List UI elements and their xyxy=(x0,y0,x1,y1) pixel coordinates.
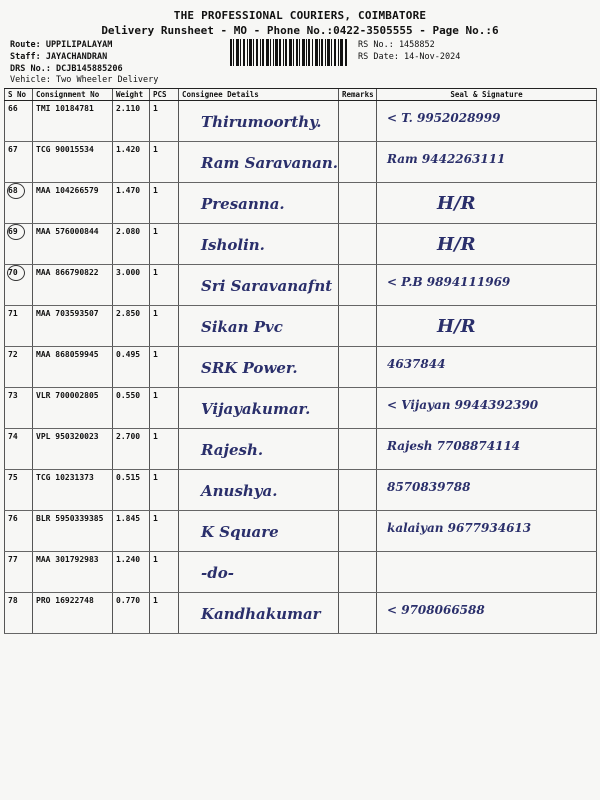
row-sno-value: 69 xyxy=(8,227,18,236)
row-sno-value: 73 xyxy=(8,391,18,400)
row-signature xyxy=(377,593,597,634)
row-remarks xyxy=(339,306,377,347)
row-signature xyxy=(377,183,597,224)
row-sno xyxy=(5,347,33,388)
row-consignment-no: MAA 576000844 xyxy=(33,224,113,265)
pen-circle-mark xyxy=(7,224,25,240)
signature-handwritten: H/R xyxy=(437,316,476,337)
row-weight: 0.495 xyxy=(113,347,150,388)
row-weight: 0.515 xyxy=(113,470,150,511)
col-header-consignee: Consignee Details xyxy=(179,89,339,101)
consignee-name: Rajesh. xyxy=(201,441,264,459)
col-header-sno: S No xyxy=(5,89,33,101)
row-weight: 2.080 xyxy=(113,224,150,265)
row-sno xyxy=(5,183,33,224)
row-consignee-handwritten xyxy=(179,224,339,265)
row-consignee-handwritten xyxy=(179,470,339,511)
row-consignee-handwritten xyxy=(179,593,339,634)
row-consignment-no: TMI 10184781 xyxy=(33,101,113,142)
row-remarks xyxy=(339,183,377,224)
row-weight: 0.550 xyxy=(113,388,150,429)
row-sno xyxy=(5,224,33,265)
row-signature xyxy=(377,142,597,183)
consignee-name: K Square xyxy=(201,523,279,541)
signature-handwritten: 8570839788 xyxy=(387,480,471,494)
table-row xyxy=(5,388,597,429)
row-weight: 0.770 xyxy=(113,593,150,634)
row-weight: 2.850 xyxy=(113,306,150,347)
table-header-row xyxy=(5,89,597,101)
row-signature xyxy=(377,511,597,552)
row-remarks xyxy=(339,265,377,306)
row-pcs: 1 xyxy=(150,552,179,593)
table-row xyxy=(5,511,597,552)
col-header-pcs: PCS xyxy=(150,89,179,101)
signature-handwritten: H/R xyxy=(437,193,476,214)
consignee-name: -do- xyxy=(201,564,234,582)
row-consignment-no: MAA 703593507 xyxy=(33,306,113,347)
rs-number: RS No.: 1458852 xyxy=(358,40,435,50)
consignee-name: Vijayakumar. xyxy=(201,400,311,418)
row-remarks xyxy=(339,511,377,552)
barcode-image xyxy=(230,39,348,66)
row-pcs: 1 xyxy=(150,142,179,183)
row-remarks xyxy=(339,593,377,634)
row-sno-value: 77 xyxy=(8,555,18,564)
row-sno xyxy=(5,265,33,306)
table-row xyxy=(5,470,597,511)
consignee-name: Ram Saravanan. xyxy=(201,154,338,172)
row-pcs: 1 xyxy=(150,593,179,634)
row-sno-value: 71 xyxy=(8,309,18,318)
consignee-name: Kandhakumar xyxy=(201,605,321,623)
row-weight: 2.110 xyxy=(113,101,150,142)
table-row xyxy=(5,429,597,470)
runsheet-table xyxy=(4,88,597,634)
row-consignment-no: PRO 16922748 xyxy=(33,593,113,634)
row-pcs: 1 xyxy=(150,224,179,265)
row-remarks xyxy=(339,347,377,388)
row-pcs: 1 xyxy=(150,265,179,306)
consignee-name: Sri Saravanafnt xyxy=(201,277,333,295)
signature-handwritten: Rajesh 7708874114 xyxy=(387,439,521,453)
row-signature xyxy=(377,347,597,388)
table-row xyxy=(5,183,597,224)
row-signature xyxy=(377,265,597,306)
route-label: Route: UPPILIPALAYAM xyxy=(10,40,113,50)
row-consignee-handwritten xyxy=(179,142,339,183)
consignee-name: Anushya. xyxy=(201,482,278,500)
signature-handwritten: 4637844 xyxy=(387,357,446,371)
row-sno xyxy=(5,470,33,511)
row-consignment-no: TCG 90015534 xyxy=(33,142,113,183)
row-sno-value: 74 xyxy=(8,432,18,441)
row-signature xyxy=(377,470,597,511)
row-consignee-handwritten xyxy=(179,429,339,470)
row-weight: 3.000 xyxy=(113,265,150,306)
pen-circle-mark xyxy=(7,183,25,199)
row-consignee-handwritten xyxy=(179,511,339,552)
row-sno-value: 68 xyxy=(8,186,18,195)
table-row xyxy=(5,142,597,183)
row-pcs: 1 xyxy=(150,306,179,347)
row-sno xyxy=(5,429,33,470)
row-remarks xyxy=(339,429,377,470)
signature-handwritten: kalaiyan 9677934613 xyxy=(387,521,532,535)
signature-handwritten: H/R xyxy=(437,234,476,255)
row-sno-value: 70 xyxy=(8,268,18,277)
table-row xyxy=(5,593,597,634)
row-remarks xyxy=(339,552,377,593)
row-consignment-no: VPL 950320023 xyxy=(33,429,113,470)
signature-handwritten: < Vijayan 9944392390 xyxy=(387,398,539,412)
table-row xyxy=(5,306,597,347)
row-consignment-no: MAA 868059945 xyxy=(33,347,113,388)
table-row xyxy=(5,552,597,593)
runsheet-subtitle: Delivery Runsheet - MO - Phone No.:0422-3505555 - Page No.:6 xyxy=(101,24,499,37)
consignee-name: Sikan Pvc xyxy=(201,318,283,336)
row-signature xyxy=(377,101,597,142)
consignee-name: Thirumoorthy. xyxy=(201,113,322,131)
row-consignee-handwritten xyxy=(179,101,339,142)
row-signature xyxy=(377,306,597,347)
row-consignment-no: VLR 700002805 xyxy=(33,388,113,429)
table-row xyxy=(5,265,597,306)
col-header-consignment: Consignment No xyxy=(33,89,113,101)
table-row xyxy=(5,101,597,142)
row-remarks xyxy=(339,142,377,183)
row-signature xyxy=(377,224,597,265)
col-header-remarks: Remarks xyxy=(339,89,377,101)
row-signature xyxy=(377,429,597,470)
row-sno xyxy=(5,511,33,552)
row-sno xyxy=(5,101,33,142)
row-sno-value: 66 xyxy=(8,104,18,113)
row-sno xyxy=(5,552,33,593)
row-sno xyxy=(5,388,33,429)
row-consignment-no: TCG 10231373 xyxy=(33,470,113,511)
row-pcs: 1 xyxy=(150,183,179,224)
consignee-name: SRK Power. xyxy=(201,359,298,377)
row-sno-value: 76 xyxy=(8,514,18,523)
col-header-weight: Weight xyxy=(113,89,150,101)
signature-handwritten: < T. 9952028999 xyxy=(387,111,501,125)
row-sno xyxy=(5,142,33,183)
row-weight: 2.700 xyxy=(113,429,150,470)
consignee-name: Presanna. xyxy=(201,195,285,213)
staff-label: Staff: JAYACHANDRAN xyxy=(10,52,108,62)
row-consignee-handwritten xyxy=(179,552,339,593)
row-pcs: 1 xyxy=(150,388,179,429)
row-weight: 1.470 xyxy=(113,183,150,224)
company-title: THE PROFESSIONAL COURIERS, COIMBATORE xyxy=(173,9,427,22)
rs-date: RS Date: 14-Nov-2024 xyxy=(358,52,461,62)
row-weight: 1.240 xyxy=(113,552,150,593)
drs-label: DRS No.: DCJB145885206 xyxy=(10,64,123,74)
row-consignee-handwritten xyxy=(179,183,339,224)
row-sno-value: 75 xyxy=(8,473,18,482)
pen-circle-mark xyxy=(7,265,25,281)
row-consignee-handwritten xyxy=(179,347,339,388)
row-consignment-no: MAA 301792983 xyxy=(33,552,113,593)
signature-handwritten: < P.B 9894111969 xyxy=(387,275,511,289)
row-sno xyxy=(5,306,33,347)
row-pcs: 1 xyxy=(150,347,179,388)
table-row xyxy=(5,224,597,265)
row-signature xyxy=(377,552,597,593)
vehicle-label: Vehicle: Two Wheeler Delivery xyxy=(10,75,159,85)
row-pcs: 1 xyxy=(150,429,179,470)
row-sno-value: 67 xyxy=(8,145,18,154)
row-pcs: 1 xyxy=(150,511,179,552)
row-remarks xyxy=(339,101,377,142)
row-signature xyxy=(377,388,597,429)
col-header-signature: Seal & Signature xyxy=(377,89,597,101)
row-sno-value: 72 xyxy=(8,350,18,359)
row-remarks xyxy=(339,224,377,265)
consignee-name: Isholin. xyxy=(201,236,265,254)
row-consignment-no: MAA 104266579 xyxy=(33,183,113,224)
row-sno-value: 78 xyxy=(8,596,18,605)
row-remarks xyxy=(339,470,377,511)
row-remarks xyxy=(339,388,377,429)
row-consignee-handwritten xyxy=(179,265,339,306)
row-sno xyxy=(5,593,33,634)
row-pcs: 1 xyxy=(150,101,179,142)
row-pcs: 1 xyxy=(150,470,179,511)
row-weight: 1.845 xyxy=(113,511,150,552)
row-consignee-handwritten xyxy=(179,306,339,347)
signature-handwritten: Ram 9442263111 xyxy=(387,152,506,166)
signature-handwritten: < 9708066588 xyxy=(387,603,485,617)
row-consignment-no: BLR 5950339385 xyxy=(33,511,113,552)
table-row xyxy=(5,347,597,388)
row-consignment-no: MAA 866790822 xyxy=(33,265,113,306)
row-consignee-handwritten xyxy=(179,388,339,429)
row-weight: 1.420 xyxy=(113,142,150,183)
